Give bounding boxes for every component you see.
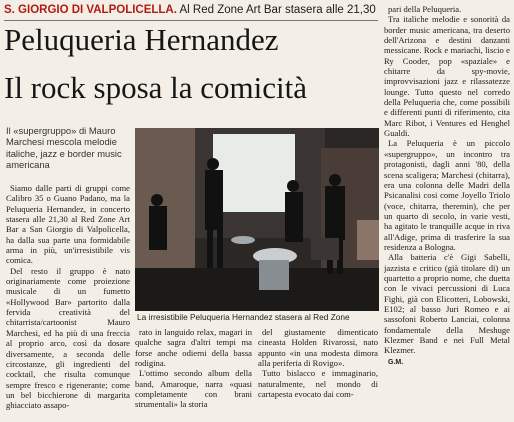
author-signature: G.M. [388,358,404,366]
article-column-4 [384,4,510,421]
band-photo-image [135,128,379,311]
photo-caption: La irresistibile Peluqueria Hernandez stasera al Red Zone [137,312,350,322]
kicker-location: S. GIORGIO DI VALPOLICELLA. [4,4,177,16]
article-paragraph: La Peluqueria è un piccolo «supergruppo», un incontro tra protagonisti, dagli anni '80, della scena scaligera; Marchesi (chitarra), era una colonna delle Madri della Psicanalisi cosi come Joyello Triolo (voce, chitarra, theremin), che per un quarto di secolo, in varie vesti, ha agitato le tranquille acque in riva all'Adige, prima di trasferire la sua residenza a Bologna. [384,138,510,252]
kicker-divider [4,20,378,21]
article-paragraph: pari della Peluqueria. [388,4,462,14]
article-paragraph: rato in languido relax, magari in qualche sagra d'altri tempi ma forse anche odierni della bassa rodigina. [135,327,252,369]
article-column-3 [258,327,378,421]
article-paragraph: Alla batteria c'è Gigi Sabelli, jazzista e critico (già titolare di) un quartetto a proprio nome, che duetta con le vivaci percussioni di Luca Fighi, già con Elicotteri, Lobowski, E102; al basso Juri Romeo e ai sassofoni Roberto Lanciai, colonna fondamentale della Meshuge Klezmer Band e nei Full Metal Klezmer. [384,252,510,356]
article-paragraph [384,356,510,368]
article-paragraph: Tra italiche melodie e sonorità da border music americana, tra deserto dell'Arizona e destini danzanti messicane. Rock e mariachi, liscio e Ry Cooder, pop «spaziale» e chitarre da spy-movie, improvvisazioni jazz e rilassatezze lounge. Tutto questo nel corredo della Peluqueria che, come possibili e differenti punti di riferimento, cita Marc Ribot, i Ventures ed Henghel Gualdi. [384,14,510,139]
kicker-summary: Al Red Zone Art Bar stasera alle 21,30 [179,4,376,16]
headline-line-1: Peluqueria Hernandez [4,22,279,57]
article-column-2 [135,327,252,421]
article-paragraph: del giustamente dimenticato cineasta Holden Rivarossi, nato appunto «in una modesta dimora alla periferia di Rovigo». [258,327,378,369]
article-column-1 [6,183,130,421]
article-paragraph: Tutto bislacco e immaginario, naturalmente, nel mondo di cartapesta evocato dai com- [258,368,378,400]
concert-photo [135,128,379,311]
standfirst: Il «supergruppo» di Mauro Marchesi mescola melodie italiche, jazz e border music americana [6,125,122,171]
article-paragraph: L'ottimo secondo album della band, Amaroque, narra «quasi completamente con brani strumentali» la storia [135,368,252,410]
article-paragraph: Siamo dalle parti di gruppi come Calibro 35 o Guano Padano, ma la Peluqueria Hernandez, in concerto stasera alle 21,30 al Red Zone Art Bar a San Giorgio di Valpolicella, ha dalla sua parte una formidabile arma in più, un'irresistibile vis comica. [6,183,130,266]
article-paragraph: Del resto il gruppo è nato originariamente come proiezione musicale di un fumetto «Hollywood Bar» partorito dalla fervida creatività del chitarrista/cartoonist Mauro Marchesi, ed ha più di una freccia al proprio arco, così da dosare diversamente, a seconda delle circostanze, gli ingredienti del cocktail, che risulta comunque sempre fresco e rigenerante; come un bel bicchierone di margarita ghiacciato assapo- [6,265,130,411]
headline-line-2: Il rock sposa la comicità [4,70,308,105]
